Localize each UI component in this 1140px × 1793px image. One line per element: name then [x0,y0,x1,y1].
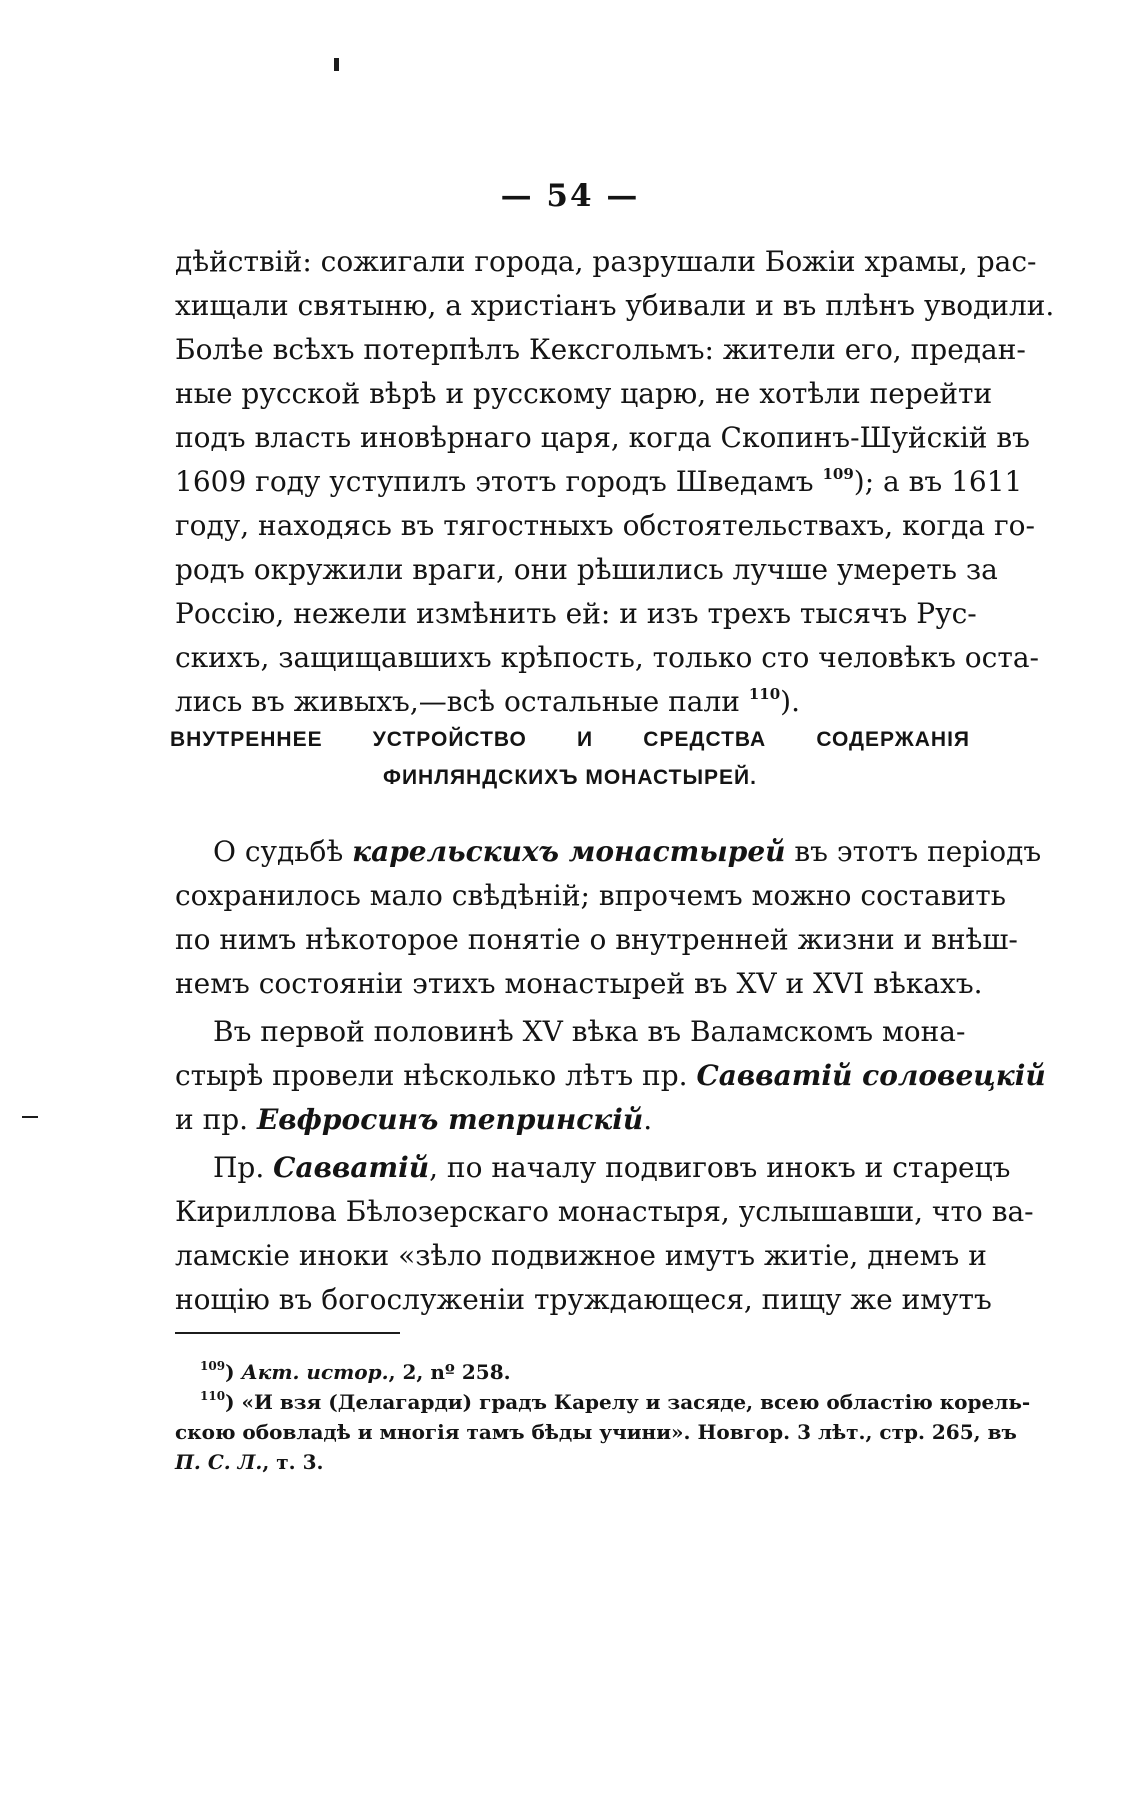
text-segment: . [643,1103,653,1136]
section-heading-continued: ФИНЛЯНДСКИХЪ МОНАСТЫРЕЙ. [383,766,757,789]
section-heading: ВНУТРЕННЕЕ УСТРОЙСТВО И СРЕДСТВА СОДЕРЖАНІЯ [170,728,970,751]
text-line: скихъ, защищавшихъ крѣпость, только сто человѣкъ оста- [175,641,1039,674]
paragraph-line: Кириллова Бѣлозерскаго монастыря, услышавши, что ва- [175,1195,1034,1228]
text-line: родъ окружили враги, они рѣшились лучше умереть за [175,553,998,586]
footnote-110-line2: скою обовладѣ и многія тамъ бѣды учини». Новгор. 3 лѣт., стр. 265, въ [175,1420,1017,1444]
text-line: подъ власть иновѣрнаго царя, когда Скопинъ-Шуйскій въ [175,421,1030,454]
text-segment: стырѣ провели нѣсколько лѣтъ пр. [175,1059,697,1092]
paragraph-line: Въ первой половинѣ XV вѣка въ Валамскомъ мона- [213,1015,966,1048]
text-segment: ). [780,685,800,718]
paragraph-line: нощію въ богослуженіи труждающеся, пищу же имутъ [175,1283,992,1316]
text-line: году, находясь въ тягостныхъ обстоятельствахъ, когда го- [175,509,1035,542]
text-segment: ); а въ 1611 [853,465,1023,498]
text-segment: и пр. [175,1103,257,1136]
italic-text: Евфросинъ тепринскій [256,1103,644,1136]
paragraph-line [175,1098,965,1142]
text-segment: лись въ живыхъ,—всѣ остальные пали [175,685,740,718]
paragraph-line: сохранилось мало свѣдѣній; впрочемъ можно составить [175,879,1006,912]
text-segment: ) [225,1360,242,1384]
footnote-marker: 110 [200,1389,226,1403]
paragraph-line [175,1054,1046,1098]
margin-dash [22,1116,38,1118]
footnote-110-line3 [175,1447,965,1477]
footnote-110 [200,1387,1031,1417]
text-segment: , т. 3. [262,1450,324,1474]
paragraph-line [213,830,1042,874]
text-segment: въ этотъ періодъ [785,835,1042,868]
text-segment: 1609 году уступилъ этотъ городъ Шведамъ [175,465,814,498]
text-line: Болѣе всѣхъ потерпѣлъ Кексгольмъ: жители его, предан- [175,333,1026,366]
text-line: Россію, нежели измѣнить ей: и изъ трехъ тысячъ Рус- [175,597,977,630]
italic-text: Савватій соловецкій [696,1059,1046,1092]
text-line: дѣйствій: сожигали города, разрушали Божіи храмы, рас- [175,245,1037,278]
italic-text: Савватій [273,1151,430,1184]
footnote-marker: 109 [200,1359,226,1373]
italic-text: Акт. истор. [241,1360,389,1384]
footnote-109 [200,1357,965,1387]
text-segment: , по началу подвиговъ инокъ и старецъ [429,1151,1011,1184]
text-segment: Пр. [213,1151,274,1184]
text-line [175,460,1023,504]
footnote-ref-109: 109 [822,465,854,483]
text-segment: ) «И взя (Делагарди) градъ Карелу и засяде, всею областію корель- [225,1390,1031,1414]
text-line: хищали святыню, а христіанъ убивали и въ плѣнъ уводили. [175,289,1055,322]
ink-speck [334,58,339,71]
text-segment: , 2, nº 258. [388,1360,511,1384]
footnote-separator [175,1332,400,1334]
paragraph-line: ламскіе иноки «зѣло подвижное имутъ житіе, днемъ и [175,1239,987,1272]
page-number: — 54 — [500,178,640,214]
italic-text: П. С. Л. [175,1450,263,1474]
text-segment: О судьбѣ [213,835,353,868]
paragraph-line: по нимъ нѣкоторое понятіе о внутренней жизни и внѣш- [175,923,1018,956]
paragraph-line [213,1146,1011,1190]
text-line: ные русской вѣрѣ и русскому царю, не хотѣли перейти [175,377,993,410]
text-line [175,680,965,724]
paragraph-line: немъ состояніи этихъ монастырей въ XV и XVI вѣкахъ. [175,967,983,1000]
italic-text: карельскихъ монастырей [352,835,786,868]
footnote-ref-110: 110 [748,685,781,703]
